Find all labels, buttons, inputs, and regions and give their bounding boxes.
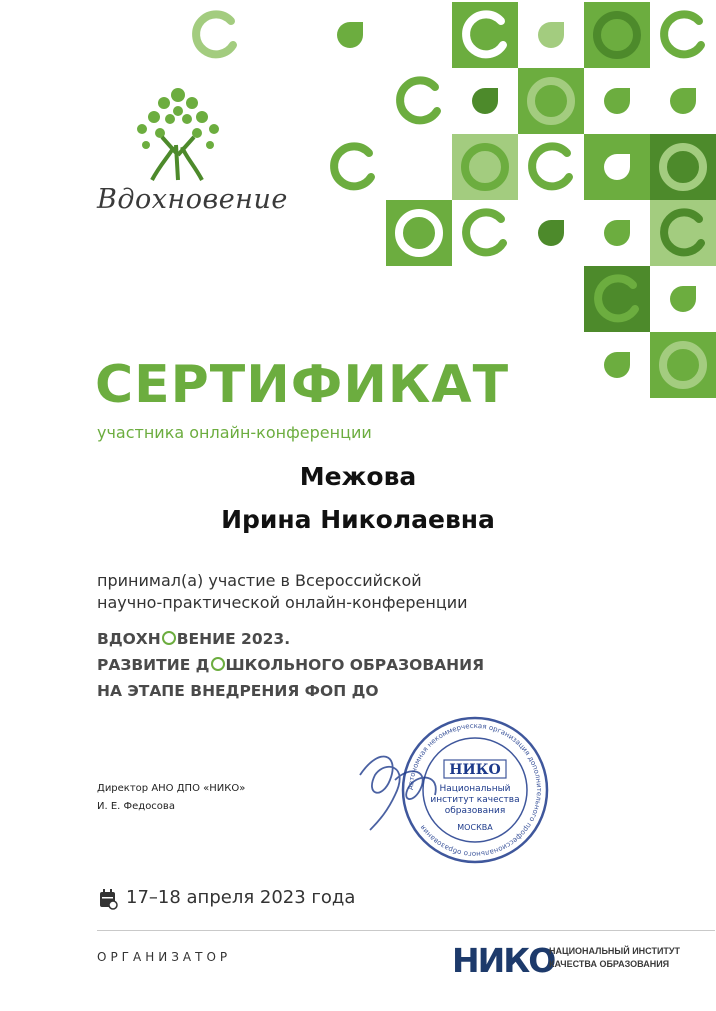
recipient-surname: Межова <box>299 462 417 491</box>
signature-icon <box>340 735 450 845</box>
pattern-drop <box>604 352 630 378</box>
pattern-drop <box>604 88 630 114</box>
participation-text <box>97 570 468 614</box>
director-block <box>97 780 245 816</box>
pattern-drop <box>670 286 696 312</box>
pattern-drop <box>472 88 498 114</box>
divider <box>97 930 715 931</box>
certificate-title: СЕРТИФИКАТ <box>95 355 510 415</box>
pattern-arc <box>196 14 233 54</box>
conference-title <box>97 626 484 704</box>
pattern-drop <box>604 154 630 180</box>
participation-line-2: научно-практической онлайн-конференции <box>97 593 468 612</box>
stamp-line-1: Национальный <box>439 784 511 794</box>
conference-line-3: НА ЭТАПЕ ВНЕДРЕНИЯ ФОП ДО <box>97 682 379 700</box>
certificate-subtitle: участника онлайн-конференции <box>97 423 372 442</box>
organizer-name-line-1: НАЦИОНАЛЬНЫЙ ИНСТИТУТ <box>549 946 681 956</box>
participation-line-1: принимал(а) участие в Всероссийской <box>97 571 422 590</box>
niko-logo-icon <box>452 941 555 980</box>
conference-line-2: РАЗВИТИЕ Д ШКОЛЬНОГО ОБРАЗОВАНИЯ <box>97 656 485 674</box>
calendar-icon <box>99 889 117 909</box>
pattern-drop <box>604 220 630 246</box>
pattern-drop <box>670 88 696 114</box>
pattern-arc <box>664 14 701 54</box>
pattern-drop <box>538 22 564 48</box>
svg-text:НИКО: НИКО <box>452 941 555 980</box>
stamp-line-2: институт качества <box>430 795 520 805</box>
pattern-drop <box>337 22 363 48</box>
organizer-name-line-2: КАЧЕСТВА ОБРАЗОВАНИЯ <box>549 959 670 969</box>
logo-wordmark: Вдохновение <box>97 184 288 215</box>
stamp-title: НИКО <box>449 762 501 778</box>
stamp-ring-text: Автономная некоммерческая организация дополнительного профессионального образования <box>406 721 544 859</box>
recipient-given-names: Ирина Николаевна <box>221 505 495 534</box>
stamp-city: МОСКВА <box>457 823 493 832</box>
director-position: Директор АНО ДПО «НИКО» <box>97 783 246 794</box>
pattern-arc <box>400 80 437 120</box>
pattern-drop <box>538 220 564 246</box>
pattern-arc <box>334 146 371 186</box>
stamp-line-3: образования <box>444 806 506 816</box>
pattern-arc <box>466 212 503 252</box>
organizer-label: ОРГАНИЗАТОР <box>97 950 232 964</box>
pattern-arc <box>532 146 569 186</box>
letter-o-ring-icon <box>211 657 225 671</box>
event-date: 17–18 апреля 2023 года <box>126 887 356 908</box>
director-name: И. Е. Федосова <box>97 801 175 812</box>
conference-line-1: ВДОХН ВЕНИЕ 2023. <box>97 630 291 648</box>
letter-o-ring-icon <box>162 631 176 645</box>
organizer-name <box>549 945 680 971</box>
